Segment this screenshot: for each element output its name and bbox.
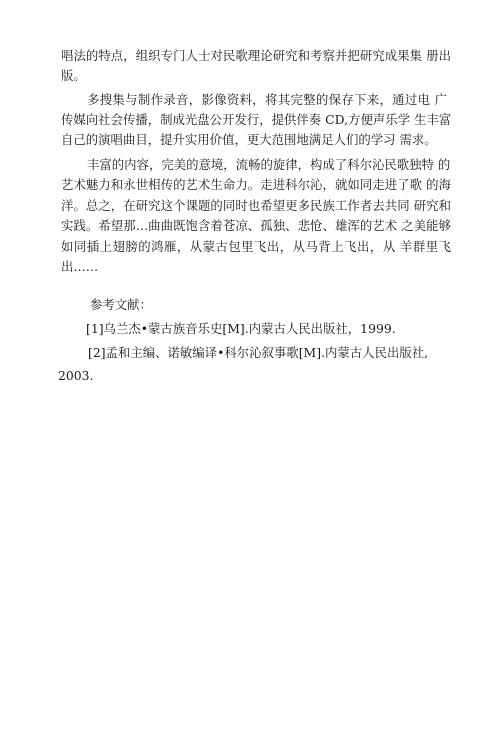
body-line-4: 传媒向社会传播，制成光盘公开发行，提供伴奏 CD,方便声乐学 生丰富 bbox=[61, 112, 452, 127]
reference-item-2: [2]孟和主编、诺敏编译•科尔沁叙事歌[M].内蒙古人民出版社, bbox=[88, 345, 429, 360]
body-line-5: 自己的演唱曲目，提升实用价值，更大范围地满足人们的学习 需求。 bbox=[61, 132, 437, 147]
body-line-8: 洋。总之，在研究这个课题的同时也希望更多民族工作者去共同 研究和 bbox=[61, 198, 451, 213]
body-line-6: 丰富的内容，完美的意境，流畅的旋律，构成了科尔沁民歌独特 的 bbox=[87, 157, 451, 172]
body-line-1: 唱法的特点，组织专门人士对民歌理论研究和考察并把研究成果集 册出 bbox=[61, 48, 451, 63]
reference-item-2-continued: 2003. bbox=[58, 368, 94, 383]
body-line-2: 版。 bbox=[61, 68, 86, 83]
body-line-9: 实践。希望那…曲曲既饱含着苍凉、孤独、悲怆、雄浑的艺术 之美能够 bbox=[61, 218, 451, 233]
body-line-3: 多搜集与制作录音，影像资料，将其完整的保存下来，通过电 广 bbox=[87, 92, 447, 107]
body-line-10: 如同插上翅膀的鸿雁，从蒙古包里飞出，从马背上飞出，从 羊群里飞 bbox=[61, 239, 451, 254]
reference-item-1: [1]乌兰杰•蒙古族音乐史[M].内蒙古人民出版社，1999. bbox=[86, 321, 396, 336]
references-heading: 参考文献： bbox=[90, 297, 152, 312]
body-line-7: 艺术魅力和永世相传的艺术生命力。走进科尔沁，就如同走进了歌 的海 bbox=[61, 177, 451, 192]
body-line-11: 出…… bbox=[61, 259, 99, 274]
